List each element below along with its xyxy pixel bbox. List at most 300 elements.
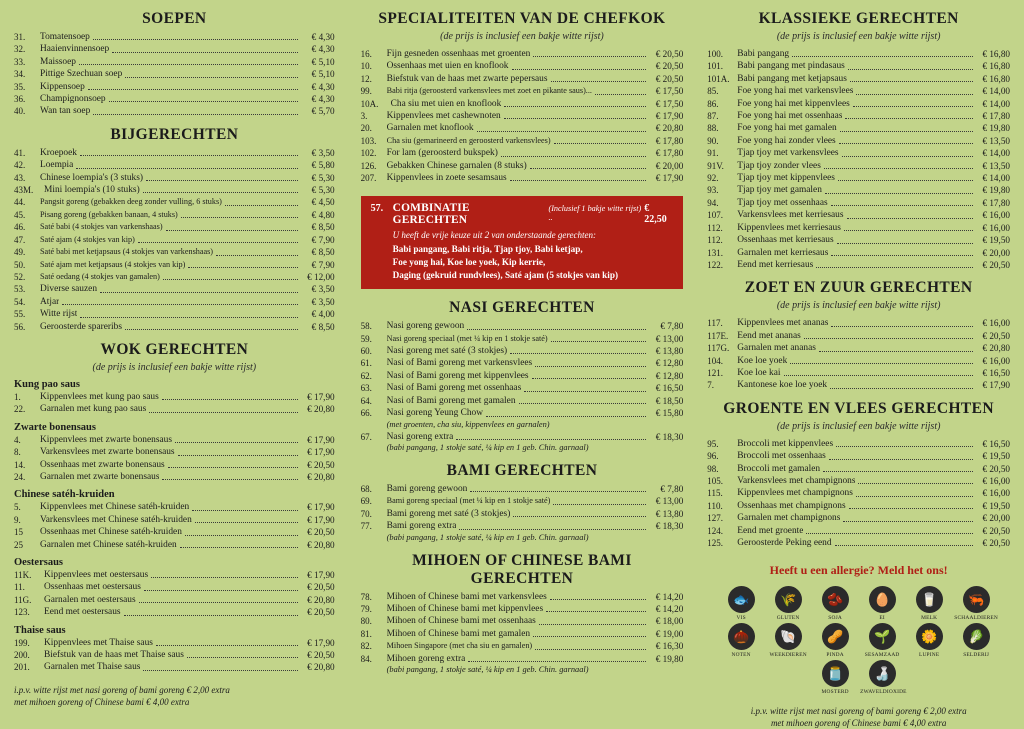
item-number: 84. bbox=[360, 653, 372, 664]
item-name: Garnalen met kung pao saus bbox=[40, 404, 147, 415]
item-number: 41. bbox=[14, 147, 26, 158]
menu-item bbox=[707, 160, 1010, 172]
menu-item bbox=[14, 259, 335, 271]
item-number: 43M. bbox=[14, 185, 34, 196]
fish-icon: 🐟 bbox=[728, 586, 755, 613]
section-subtitle-specialiteiten: (de prijs is inclusief een bakje witte rijst) bbox=[440, 31, 604, 42]
menu-item bbox=[707, 342, 1010, 354]
item-name: Maissoep bbox=[40, 56, 76, 67]
item-price: € 12,80 bbox=[655, 370, 684, 381]
item-price: € 20,50 bbox=[655, 61, 684, 72]
allergen-item bbox=[719, 586, 763, 621]
menu-item bbox=[707, 537, 1010, 549]
item-name: Nasi of Bami goreng met ossenhaas bbox=[386, 383, 522, 394]
item-price: € 20,50 bbox=[655, 73, 684, 84]
item-number: 79. bbox=[360, 603, 372, 614]
leader-dots bbox=[830, 387, 973, 389]
item-price: € 19,00 bbox=[655, 628, 684, 639]
item-name: Foe yong hai zonder vlees bbox=[737, 135, 836, 146]
item-number: 102. bbox=[360, 148, 377, 159]
nasi-note-2: (babi pangang, 1 stokje saté, ¼ kip en 1 geb. Chin. garnaal) bbox=[386, 442, 589, 452]
leader-dots bbox=[180, 546, 298, 548]
item-number: 58. bbox=[360, 321, 372, 332]
item-number: 11. bbox=[14, 582, 25, 593]
item-name: Saté babi (4 stokjes van varkenshaas) bbox=[40, 222, 163, 232]
menu-item bbox=[14, 308, 335, 320]
menu-item bbox=[707, 463, 1010, 475]
combo-option-line: Babi pangang, Babi ritja, Tjap tjoy, Babi ketjap, bbox=[392, 244, 583, 255]
item-name: Atjar bbox=[40, 296, 60, 307]
item-number: 110. bbox=[707, 500, 723, 511]
item-price: € 16,00 bbox=[982, 355, 1010, 366]
item-name: Garnalen met champignons bbox=[737, 513, 841, 524]
leader-dots bbox=[62, 303, 297, 305]
item-number: 56. bbox=[14, 321, 26, 332]
leader-dots bbox=[535, 365, 646, 367]
menu-item bbox=[707, 367, 1010, 379]
menu-item bbox=[361, 147, 684, 159]
leader-dots bbox=[836, 445, 973, 447]
menu-item bbox=[361, 382, 684, 394]
item-number: 44. bbox=[14, 197, 26, 208]
leader-dots bbox=[856, 93, 973, 95]
leader-dots bbox=[532, 377, 647, 379]
item-number: 117E. bbox=[707, 330, 729, 341]
mollusc-icon: 🐚 bbox=[775, 623, 802, 650]
item-name: Eend met ananas bbox=[737, 330, 801, 341]
item-number: 100. bbox=[707, 49, 724, 59]
menu-item bbox=[14, 403, 335, 415]
item-price: € 17,80 bbox=[655, 148, 684, 159]
leader-dots bbox=[840, 130, 973, 132]
item-number: 112. bbox=[707, 222, 723, 233]
item-number: 92. bbox=[707, 173, 719, 184]
item-price: € 4,30 bbox=[311, 81, 335, 92]
item-number: 20. bbox=[360, 123, 372, 134]
item-name: Eend met groente bbox=[737, 525, 804, 536]
item-price: € 14,00 bbox=[982, 173, 1010, 184]
nasi-extra-list bbox=[361, 431, 684, 443]
item-price: € 20,80 bbox=[307, 404, 335, 415]
allergen-label: SOJA bbox=[828, 615, 842, 622]
item-price: € 18,30 bbox=[655, 521, 684, 532]
leader-dots bbox=[504, 105, 646, 107]
item-number: 124. bbox=[707, 525, 724, 536]
leader-dots bbox=[143, 669, 297, 671]
item-number: 5. bbox=[14, 502, 21, 513]
item-number: 125. bbox=[707, 538, 724, 548]
menu-item bbox=[707, 487, 1010, 499]
menu-item bbox=[361, 640, 684, 652]
menu-item bbox=[361, 98, 684, 110]
item-name: Kippenvlees in zoete sesamsaus bbox=[386, 173, 507, 184]
combo-title: COMBINATIE GERECHTEN bbox=[392, 202, 470, 227]
item-number: 99. bbox=[360, 86, 372, 97]
allergen-item bbox=[766, 586, 810, 621]
item-number: 45. bbox=[14, 209, 26, 220]
menu-item bbox=[14, 147, 335, 159]
item-number: 42. bbox=[14, 160, 26, 171]
item-number: 16. bbox=[360, 49, 372, 59]
group-title-oestersaus: Oestersaus bbox=[14, 557, 63, 568]
item-price: € 4,30 bbox=[311, 44, 335, 55]
item-number: 46. bbox=[14, 222, 26, 233]
menu-item bbox=[14, 234, 335, 246]
leader-dots bbox=[125, 328, 298, 330]
klassieke-list bbox=[707, 48, 1010, 271]
menu-item bbox=[14, 246, 335, 258]
item-price: € 17,90 bbox=[307, 570, 335, 580]
leader-dots bbox=[149, 411, 297, 413]
item-name: Mihoen of Chinese bami met gamalen bbox=[386, 628, 531, 639]
nuts-icon: 🌰 bbox=[728, 623, 755, 650]
item-number: 15 bbox=[14, 527, 23, 538]
leader-dots bbox=[539, 623, 646, 625]
item-number: 50. bbox=[14, 259, 26, 270]
menu-item bbox=[14, 81, 335, 93]
item-price: € 17,80 bbox=[982, 197, 1010, 208]
item-number: 40. bbox=[14, 106, 26, 117]
menu-item bbox=[14, 56, 335, 68]
item-number: 36. bbox=[14, 94, 26, 105]
leader-dots bbox=[80, 316, 297, 318]
item-price: € 17,90 bbox=[655, 111, 684, 122]
spacer bbox=[707, 271, 1010, 279]
leader-dots bbox=[804, 337, 973, 339]
item-name: Garnalen met kerriesaus bbox=[737, 247, 829, 258]
middle-column bbox=[349, 10, 696, 722]
item-number: 12. bbox=[360, 73, 372, 84]
leader-dots bbox=[93, 38, 298, 40]
item-price: € 20,00 bbox=[982, 247, 1010, 258]
item-price: € 5,70 bbox=[311, 106, 335, 117]
menu-item bbox=[707, 355, 1010, 367]
item-number: 22. bbox=[14, 404, 26, 415]
item-name: Nasi goreng Yeung Chow bbox=[386, 408, 483, 419]
leader-dots bbox=[784, 374, 974, 376]
item-name: Witte rijst bbox=[40, 309, 78, 320]
item-number: 60. bbox=[360, 346, 372, 357]
menu-item bbox=[707, 209, 1010, 221]
menu-item bbox=[14, 446, 335, 458]
menu-item bbox=[361, 110, 684, 122]
menu-item bbox=[14, 184, 335, 196]
menu-item bbox=[14, 434, 335, 446]
item-name: Broccoli met kippenvlees bbox=[737, 438, 834, 449]
item-name: Garnalen met zwarte bonensaus bbox=[40, 471, 160, 482]
leader-dots bbox=[838, 179, 973, 181]
menu-item bbox=[14, 172, 335, 184]
allergen-label: VIS bbox=[736, 615, 746, 622]
item-price: € 20,00 bbox=[655, 160, 684, 171]
allergen-item bbox=[766, 623, 810, 658]
item-price: € 20,50 bbox=[655, 49, 684, 59]
item-name: Bami goreng gewoon bbox=[386, 483, 468, 494]
item-price: € 5,10 bbox=[311, 69, 335, 80]
section-title-soepen: SOEPEN bbox=[142, 10, 207, 27]
soepen-list bbox=[14, 31, 335, 118]
leader-dots bbox=[831, 254, 973, 256]
item-name: For lam (geroosterd bukspek) bbox=[386, 148, 498, 159]
item-price: € 14,00 bbox=[982, 86, 1010, 97]
leader-dots bbox=[188, 266, 297, 268]
item-number: 95. bbox=[707, 438, 719, 449]
item-name: Mihoen Singapore (met cha siu en garnalen) bbox=[386, 641, 533, 651]
menu-item bbox=[14, 105, 335, 117]
wok-zwarte-bonensaus-list bbox=[14, 434, 335, 484]
item-name: Tjap tjoy met kippenvlees bbox=[737, 173, 835, 184]
item-name: Ossenhaas met champignons bbox=[737, 500, 846, 511]
item-price: € 17,90 bbox=[307, 502, 335, 513]
item-price: € 20,80 bbox=[655, 123, 684, 134]
item-name: Garnalen met Thaise saus bbox=[44, 662, 141, 673]
item-price: € 16,00 bbox=[982, 210, 1010, 221]
item-number: 43. bbox=[14, 172, 26, 183]
leader-dots bbox=[79, 63, 298, 65]
leader-dots bbox=[824, 167, 973, 169]
leader-dots bbox=[850, 80, 973, 82]
leader-dots bbox=[504, 117, 647, 119]
item-name: Babi pangang met pindasaus bbox=[737, 61, 845, 72]
menu-item bbox=[14, 283, 335, 295]
item-number: 64. bbox=[360, 395, 372, 406]
menu-item bbox=[14, 221, 335, 233]
leader-dots bbox=[477, 130, 647, 132]
menu-item bbox=[361, 615, 684, 627]
leader-dots bbox=[109, 100, 298, 102]
leader-dots bbox=[823, 470, 973, 472]
menu-item bbox=[361, 122, 684, 134]
item-price: € 20,50 bbox=[307, 582, 335, 593]
item-price: € 17,90 bbox=[307, 391, 335, 402]
menu-item bbox=[361, 603, 684, 615]
item-number: 78. bbox=[360, 591, 372, 602]
item-name: Eend met oestersaus bbox=[44, 607, 121, 618]
leader-dots bbox=[456, 438, 646, 440]
item-price: € 18,00 bbox=[655, 616, 684, 627]
item-name: Kippenvlees met oestersaus bbox=[44, 570, 149, 580]
menu-item bbox=[14, 569, 335, 581]
menu-item bbox=[707, 135, 1010, 147]
item-price: € 5,80 bbox=[311, 160, 335, 171]
item-name: Kippenvlees met Thaise saus bbox=[44, 637, 153, 648]
menu-item bbox=[14, 526, 335, 538]
combo-options bbox=[393, 243, 674, 281]
item-number: 122. bbox=[707, 259, 724, 270]
menu-item bbox=[707, 512, 1010, 524]
item-name: Varkensvlees met champignons bbox=[737, 475, 856, 486]
item-price: € 17,50 bbox=[655, 86, 684, 97]
item-number: 61. bbox=[360, 358, 372, 369]
menu-item bbox=[361, 653, 684, 665]
item-name: Broccoli met ossenhaas bbox=[737, 451, 826, 462]
bami-note: (babi pangang, 1 stokje saté, ¼ kip en 1 geb. Chin. garnaal) bbox=[386, 532, 589, 542]
item-name: Nasi of Bami goreng met varkensvlees bbox=[386, 358, 533, 369]
allergen-item bbox=[813, 623, 857, 658]
leader-dots bbox=[166, 229, 298, 231]
item-name: Ossenhaas met uien en knoflook bbox=[386, 61, 509, 72]
item-number: 81. bbox=[360, 628, 372, 639]
menu-item bbox=[707, 475, 1010, 487]
menu-item bbox=[14, 649, 335, 661]
item-price: € 8,50 bbox=[311, 247, 335, 258]
menu-item bbox=[707, 122, 1010, 134]
menu-item bbox=[361, 48, 684, 60]
menu-item bbox=[707, 247, 1010, 259]
item-number: 52. bbox=[14, 271, 26, 282]
item-price: € 14,20 bbox=[655, 591, 684, 602]
groente-list bbox=[707, 438, 1010, 550]
section-title-wok: WOK GERECHTEN bbox=[100, 340, 249, 358]
item-number: 8. bbox=[14, 447, 21, 458]
item-name: Garnalen met ananas bbox=[737, 343, 816, 354]
allergen-item bbox=[813, 586, 857, 621]
item-number: 121. bbox=[707, 367, 724, 378]
item-number: 107. bbox=[707, 210, 724, 221]
item-number: 11G. bbox=[14, 594, 32, 605]
leader-dots bbox=[843, 520, 973, 522]
item-price: € 13,80 bbox=[655, 508, 684, 519]
item-number: 115. bbox=[707, 488, 723, 499]
item-price: € 14,00 bbox=[982, 148, 1010, 159]
item-price: € 19,80 bbox=[982, 123, 1010, 134]
wok-chinese-sateh-list bbox=[14, 501, 335, 551]
section-title-zoetzuur: ZOET EN ZUUR GERECHTEN bbox=[744, 279, 973, 297]
menu-item bbox=[14, 459, 335, 471]
menu-item bbox=[707, 73, 1010, 85]
leader-dots bbox=[163, 278, 298, 280]
sulphite-icon: 🍶 bbox=[869, 660, 896, 687]
item-name: Mihoen of Chinese bami met ossenhaas bbox=[386, 616, 536, 627]
allergen-label: EI bbox=[879, 615, 885, 622]
leader-dots bbox=[501, 155, 646, 157]
mihoen-note: (babi pangang, 1 stokje saté, ¼ kip en 1 geb. Chin. garnaal) bbox=[386, 664, 589, 674]
menu-item bbox=[14, 606, 335, 618]
item-number: 87. bbox=[707, 111, 719, 122]
item-price: € 20,80 bbox=[307, 471, 335, 482]
item-number: 94. bbox=[707, 197, 719, 208]
leader-dots bbox=[530, 167, 647, 169]
bami-list bbox=[361, 483, 684, 533]
item-price: € 17,90 bbox=[655, 173, 684, 184]
item-price: € 13,00 bbox=[655, 333, 684, 344]
leader-dots bbox=[467, 328, 646, 330]
allergen-item bbox=[954, 623, 998, 658]
item-name: Tomatensoep bbox=[40, 32, 90, 42]
item-price: € 20,80 bbox=[307, 539, 335, 550]
menu-item bbox=[361, 395, 684, 407]
allergen-label: NOTEN bbox=[731, 652, 751, 659]
item-number: 105. bbox=[707, 475, 724, 486]
menu-item bbox=[14, 31, 335, 43]
item-name: Biefstuk van de haas met Thaise saus bbox=[44, 650, 184, 661]
leader-dots bbox=[535, 648, 646, 650]
item-name: Kippensoep bbox=[40, 81, 85, 92]
menu-item bbox=[361, 508, 684, 520]
allergen-label: MOSTERD bbox=[821, 689, 849, 696]
item-name: Kantonese koe loe yoek bbox=[737, 380, 828, 391]
item-price: € 7,80 bbox=[660, 483, 684, 494]
allergen-item bbox=[907, 623, 951, 658]
menu-item bbox=[14, 637, 335, 649]
leader-dots bbox=[459, 528, 646, 530]
item-price: € 5,30 bbox=[311, 172, 335, 183]
item-number: 77. bbox=[360, 521, 372, 532]
leader-dots bbox=[151, 576, 298, 578]
leader-dots bbox=[858, 482, 973, 484]
item-price: € 16,50 bbox=[982, 367, 1010, 378]
group-title-thaise-saus: Thaise saus bbox=[14, 624, 66, 636]
leader-dots bbox=[470, 490, 646, 492]
item-name: Tjap tjoy met gamalen bbox=[737, 185, 822, 196]
leader-dots bbox=[510, 352, 646, 354]
item-name: Mihoen goreng extra bbox=[386, 653, 466, 664]
sesame-icon: 🌱 bbox=[869, 623, 896, 650]
item-number: 126. bbox=[360, 160, 377, 171]
item-price: € 3,50 bbox=[311, 296, 335, 307]
leader-dots bbox=[168, 466, 298, 468]
left-column bbox=[14, 10, 349, 722]
menu-item bbox=[707, 259, 1010, 271]
item-number: 11K. bbox=[14, 570, 32, 580]
leader-dots bbox=[138, 241, 298, 243]
item-price: € 16,50 bbox=[982, 438, 1010, 449]
item-name: Kippenvlees met champignons bbox=[737, 488, 853, 499]
bijgerechten-list bbox=[14, 147, 335, 333]
item-name: Gebakken Chinese garnalen (8 stuks) bbox=[386, 160, 527, 171]
wok-oestersaus-list bbox=[14, 569, 335, 619]
item-price: € 7,90 bbox=[311, 234, 335, 245]
menu-item bbox=[707, 85, 1010, 97]
item-price: € 16,80 bbox=[982, 49, 1010, 59]
leader-dots bbox=[486, 415, 646, 417]
item-price: € 8,50 bbox=[311, 222, 335, 233]
leader-dots bbox=[856, 495, 973, 497]
leader-dots bbox=[550, 598, 647, 600]
leader-dots bbox=[88, 88, 298, 90]
item-name: Tjap tjoy met ossenhaas bbox=[737, 197, 828, 208]
item-name: Garnalen met oestersaus bbox=[44, 594, 136, 605]
menu-item bbox=[14, 661, 335, 673]
shellfish-icon: 🦐 bbox=[963, 586, 990, 613]
item-price: € 19,80 bbox=[982, 185, 1010, 196]
item-name: Babi ritja (geroosterd varkensvlees met zoet en pikante saus)... bbox=[386, 86, 592, 96]
section-title-nasi: NASI GERECHTEN bbox=[449, 299, 595, 317]
item-price: € 19,50 bbox=[982, 451, 1010, 462]
item-number: 14. bbox=[14, 459, 26, 470]
leader-dots bbox=[468, 660, 646, 662]
combination-dishes-box bbox=[361, 196, 684, 289]
leader-dots bbox=[143, 191, 298, 193]
combo-header bbox=[371, 202, 674, 226]
leader-dots bbox=[192, 509, 297, 511]
menu-item bbox=[707, 525, 1010, 537]
item-number: 9. bbox=[14, 514, 21, 525]
item-name: Garnalen met Chinese satéh-kruiden bbox=[40, 539, 177, 550]
item-number: 69. bbox=[360, 496, 372, 507]
wheat-icon: 🌾 bbox=[775, 586, 802, 613]
item-price: € 20,50 bbox=[982, 463, 1010, 474]
item-number: 123. bbox=[14, 607, 30, 618]
leader-dots bbox=[524, 390, 646, 392]
leader-dots bbox=[831, 204, 973, 206]
allergen-label: GLUTEN bbox=[776, 615, 800, 622]
menu-item bbox=[707, 98, 1010, 110]
item-price: € 4,80 bbox=[311, 209, 335, 220]
combo-option-line: Foe yong hai, Koe loe yoek, Kip kerrie, bbox=[392, 257, 546, 268]
item-name: Pangsit goreng (gebakken deeg zonder vulling, 6 stuks) bbox=[40, 197, 222, 207]
leader-dots bbox=[510, 179, 647, 181]
